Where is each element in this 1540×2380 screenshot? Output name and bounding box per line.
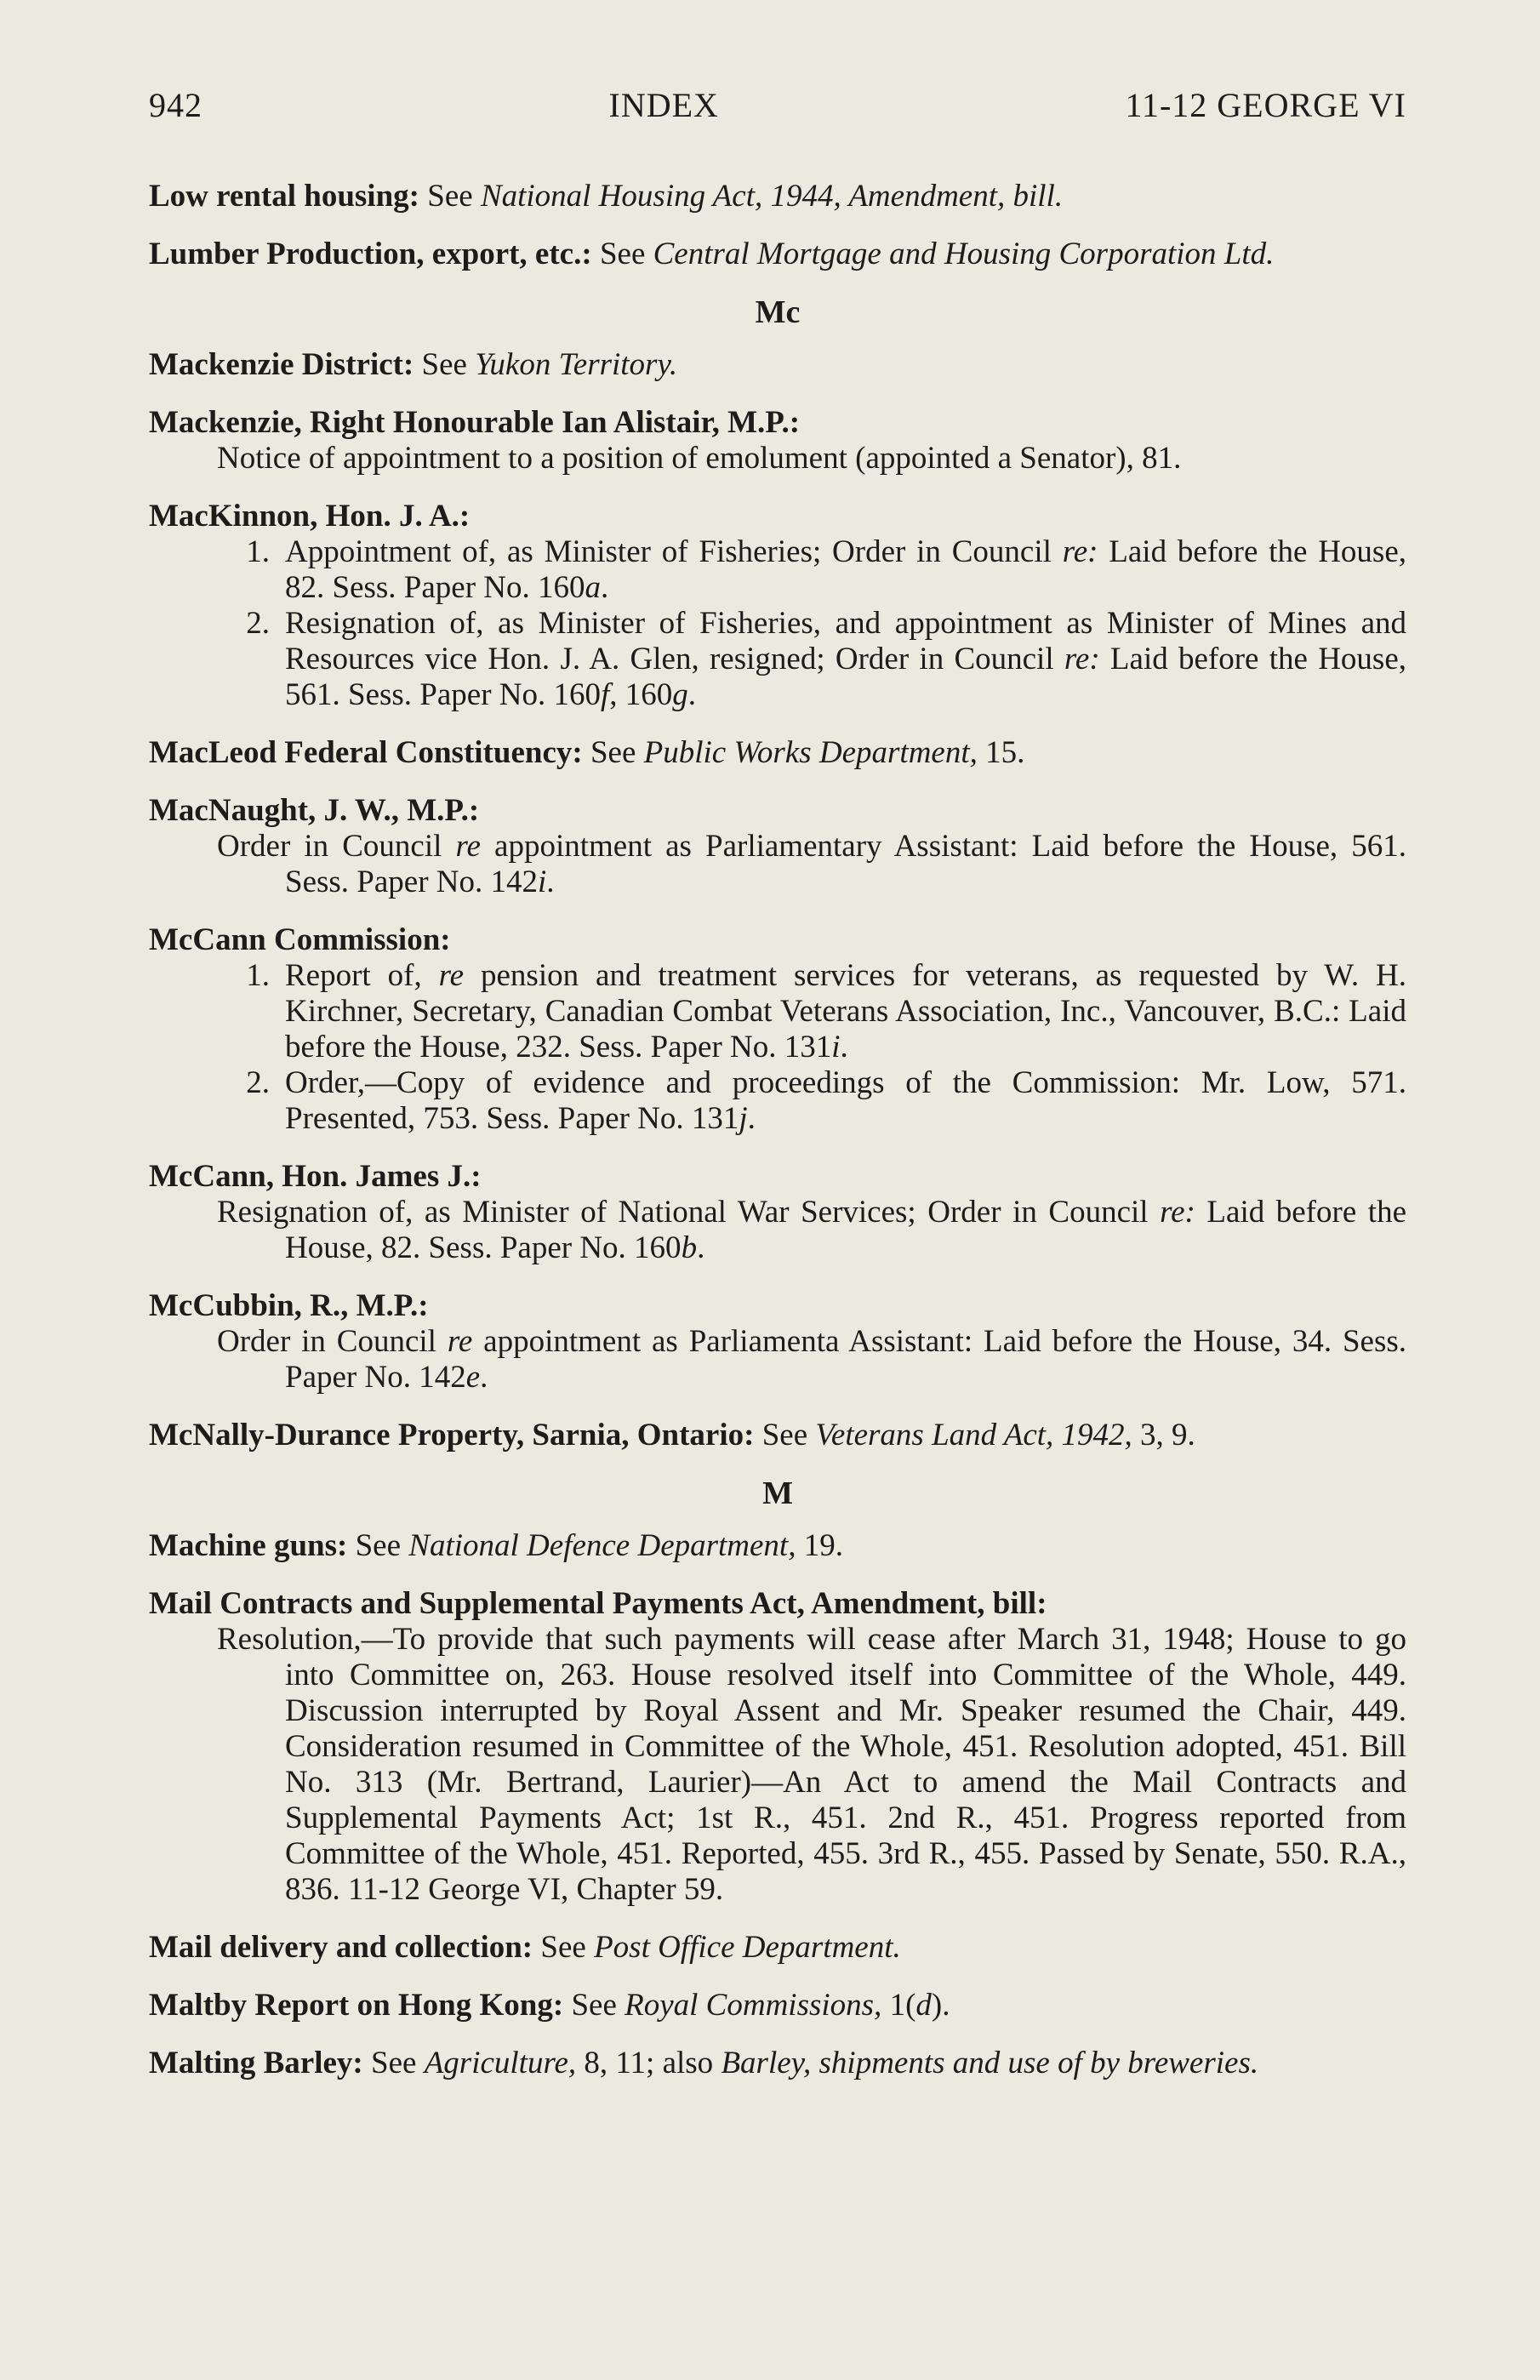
text-run: Resignation of, as Minister of Fisheries, and appointment as Minister of Mines and Resources vice Hon. J. A. Glen, resigned; Order in Council <box>285 606 1406 676</box>
entry-heading: Mail delivery and collection: <box>149 1930 533 1965</box>
entry-heading: MacLeod Federal Constituency: <box>149 735 583 770</box>
entry-body <box>149 829 1406 900</box>
text-run: . <box>601 570 609 605</box>
text-run: i <box>831 1030 841 1064</box>
entry-heading: Mail Contracts and Supplemental Payments Act, Amendment, bill: <box>149 1586 1047 1621</box>
entry-heading: Machine guns: <box>149 1528 348 1563</box>
text-run: ). <box>931 1988 950 2023</box>
page-ref: 8, 11; also <box>576 2046 722 2080</box>
entry-mcnally-durance-property <box>149 1418 1406 1453</box>
entry-mail-contracts <box>149 1586 1406 1908</box>
text-run: . <box>840 1030 848 1064</box>
entry-heading: Malting Barley: <box>149 2046 363 2080</box>
entry-heading: McNally-Durance Property, Sarnia, Ontario: <box>149 1418 755 1453</box>
entry-heading: Mackenzie, Right Honourable Ian Alistair, M.P.: <box>149 405 801 440</box>
entry-body <box>149 1324 1406 1395</box>
item-text <box>285 1065 1406 1137</box>
list-item <box>149 958 1406 1065</box>
entry-heading: McCubbin, R., M.P.: <box>149 1288 429 1323</box>
item-number: 2. <box>246 606 270 641</box>
see-text: See <box>427 179 473 214</box>
cross-reference: Barley, shipments and use of by breweries. <box>721 2046 1259 2080</box>
page-ref: 3, 9. <box>1132 1418 1195 1453</box>
cross-reference: Agriculture, <box>424 2046 577 2080</box>
entry-heading: McCann Commission: <box>149 922 451 957</box>
entry-heading: McCann, Hon. James J.: <box>149 1159 482 1194</box>
see-text: See <box>355 1528 402 1563</box>
text-run: appointment as Parliamentary Assistant: Laid before the House, 561. Sess. Paper No. 142 <box>285 829 1407 899</box>
page-number: 942 <box>149 86 202 124</box>
text-run: . <box>546 865 555 899</box>
text-run: re: <box>1160 1195 1195 1230</box>
section-heading-mc: Mc <box>755 294 801 330</box>
entry-heading: MacNaught, J. W., M.P.: <box>149 793 480 828</box>
text-run: re: <box>1062 534 1098 569</box>
entry-low-rental-housing <box>149 179 1406 214</box>
item-text <box>285 606 1406 713</box>
text-run: re <box>447 1324 473 1359</box>
text-run: appointment as Parliamenta Assistant: Laid before the House, 34. Sess. Paper No. 142 <box>285 1324 1406 1395</box>
text-run: re <box>455 829 481 864</box>
list-item <box>149 534 1406 606</box>
cross-reference: Yukon Territory. <box>475 347 678 382</box>
entry-lumber-production <box>149 237 1406 272</box>
page-ref: 19. <box>796 1528 843 1563</box>
see-text: See <box>571 1988 617 2023</box>
text-run: b <box>681 1230 698 1265</box>
see-text: See <box>421 347 467 382</box>
entry-mccubbin <box>149 1288 1406 1395</box>
entry-heading: Low rental housing: <box>149 179 419 214</box>
see-text: See <box>761 1418 808 1453</box>
entry-mail-delivery <box>149 1930 1406 1966</box>
text-run: i <box>538 865 547 899</box>
item-number: 1. <box>246 958 270 993</box>
item-text <box>285 958 1406 1065</box>
entry-macnaught <box>149 793 1406 900</box>
see-text: See <box>590 735 636 770</box>
entry-heading: Lumber Production, export, etc.: <box>149 237 592 271</box>
page-header <box>149 85 1406 125</box>
item-number: 2. <box>246 1065 270 1100</box>
text-run: . <box>687 677 697 712</box>
text-run: Appointment of, as Minister of Fisheries; Order in Council <box>285 534 1063 569</box>
see-text: See <box>540 1930 586 1965</box>
text-run: f <box>601 677 610 712</box>
text-run: Order in Council <box>217 829 456 864</box>
text-run: Resignation of, as Minister of National War Services; Order in Council <box>217 1195 1161 1230</box>
cross-reference: Post Office Department. <box>594 1930 901 1965</box>
text-run: Report of, <box>285 958 439 993</box>
text-run: pension and treatment services for veterans, as requested by W. H. Kirchner, Secretary, Canadian Combat Veterans Association, Inc., Vancouver, B.C.: Laid before the House, 232. Sess. Paper No. 131 <box>285 958 1406 1064</box>
entry-body: Resolution,—To provide that such payments will cease after March 31, 1948; House to go into Committee on, 263. House resolved itself into Committee of the Whole, 449. Discussion interrupted by Royal Assent and Mr. Speaker resumed the Chair, 449. Consideration resumed in Committee of the Whole, 451. Resolution adopted, 451. Bill No. 313 (Mr. Bertrand, Laurier)—An Act to amend the Mail Contracts and Supplemental Payments Act; 1st R., 451. 2nd R., 451. Progress reported from Committee of the Whole, 451. Reported, 455. 3rd R., 455. Passed by Senate, 550. R.A., 836. 11-12 George VI, Chapter 59. <box>217 1622 1406 1907</box>
cross-reference: Veterans Land Act, 1942, <box>815 1418 1132 1453</box>
cross-reference: National Housing Act, 1944, Amendment, bill. <box>480 179 1064 214</box>
entry-machine-guns <box>149 1528 1406 1564</box>
page-ref: 1( <box>881 1988 916 2023</box>
text-run: re: <box>1064 642 1100 676</box>
entry-body <box>149 1195 1406 1266</box>
text-run: g <box>672 677 688 712</box>
list-item <box>149 1065 1406 1137</box>
text-run: Order,—Copy of evidence and proceedings of the Commission: Mr. Low, 571. Presented, 753. Sess. Paper No. 131 <box>285 1065 1406 1136</box>
volume-label: 11-12 GEORGE VI <box>1125 86 1406 124</box>
entry-mccann-commission <box>149 922 1406 1137</box>
text-run: a <box>585 570 602 605</box>
index-content <box>149 179 1406 2103</box>
text-run: . <box>697 1230 705 1265</box>
page-ref: 15. <box>977 735 1025 770</box>
entry-mccann-james <box>149 1159 1406 1266</box>
item-number: 1. <box>246 534 270 569</box>
entry-mackenzie-district <box>149 347 1406 383</box>
text-run: re <box>438 958 465 993</box>
entry-heading: Maltby Report on Hong Kong: <box>149 1988 564 2023</box>
entry-macleod-federal-constituency <box>149 735 1406 771</box>
cross-reference: National Defence Department, <box>408 1528 796 1563</box>
entry-mackenzie-ian-alistair <box>149 405 1406 477</box>
text-run: . <box>747 1101 756 1136</box>
list-item <box>149 606 1406 713</box>
text-run: Laid before the House, 82. Sess. Paper No. 160 <box>285 1195 1406 1265</box>
see-text: See <box>599 237 646 271</box>
cross-reference: Public Works Department, <box>643 735 978 770</box>
cross-reference: Royal Commissions, <box>625 1988 882 2023</box>
entry-heading: MacKinnon, Hon. J. A.: <box>149 499 471 534</box>
entry-body: Notice of appointment to a position of emolument (appointed a Senator), 81. <box>217 441 1182 476</box>
text-run: . <box>480 1360 488 1395</box>
text-run: Laid before the House, 561. Sess. Paper No. 160 <box>285 642 1406 712</box>
text-run: e <box>465 1360 481 1395</box>
entry-mackinnon <box>149 499 1406 713</box>
text-run: d <box>915 1988 932 2023</box>
text-run: Order in Council <box>217 1324 448 1359</box>
entry-malting-barley <box>149 2046 1406 2081</box>
text-run: , 160 <box>609 677 673 712</box>
see-text: See <box>371 2046 417 2080</box>
cross-reference: Central Mortgage and Housing Corporation Ltd. <box>653 237 1275 271</box>
text-run: j <box>739 1101 748 1136</box>
entry-heading: Mackenzie District: <box>149 347 414 382</box>
entry-maltby-report <box>149 1988 1406 2023</box>
section-heading-m: M <box>762 1475 793 1511</box>
page-title: INDEX <box>608 86 719 124</box>
item-text <box>285 534 1406 606</box>
text-run: Laid before the House, 82. Sess. Paper No. 160 <box>285 534 1406 605</box>
